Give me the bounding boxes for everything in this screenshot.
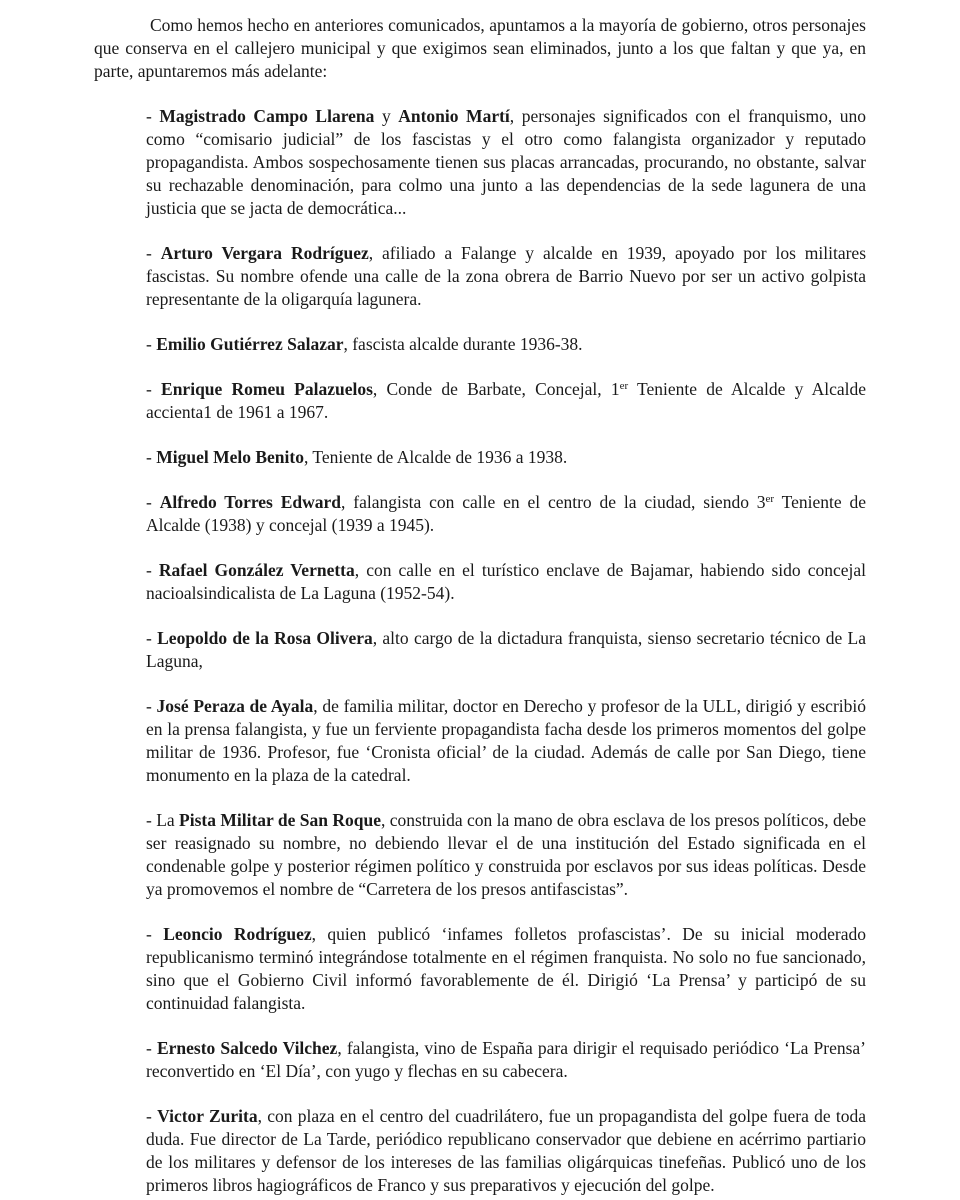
entry-ordinal: er [765, 493, 775, 505]
entry-peraza [146, 695, 866, 787]
entry-text: , alto cargo de la dictadura franquista, sienso secretario técnico de La Laguna, [146, 628, 866, 671]
entry-gutierrez [146, 333, 866, 356]
entry-text: , Conde de Barbate, Concejal, 1 [372, 379, 620, 399]
entry-romeu [146, 378, 866, 424]
entry-text: , quien publicó ‘infames folletos profascistas’. De su inicial moderado republicanismo terminó integrándose totalmente en el régimen franquista. No solo no fue sancionado, sino que el Gobierno Civil informó favorablemente de él. Dirigió ‘La Prensa’ y participó de su continuidad falangista. [146, 924, 867, 1013]
entry-dash: - [146, 447, 157, 467]
entry-dash: - [146, 1106, 158, 1126]
entry-list [94, 105, 866, 1197]
entry-salcedo [146, 1037, 866, 1083]
entry-name: Magistrado Campo Llarena [159, 106, 375, 126]
entry-dash: - [146, 106, 160, 126]
entry-name: Ernesto Salcedo Vilchez [156, 1038, 338, 1058]
entry-name: Rafael González Vernetta [158, 560, 355, 580]
intro-paragraph: Como hemos hecho en anteriores comunicados, apuntamos a la mayoría de gobierno, otros personajes que conserva en el callejero municipal y que exigimos sean eliminados, junto a los que faltan y que ya, en parte, apuntaremos más adelante: [94, 15, 866, 81]
entry-dash: - [146, 1038, 157, 1058]
entry-name: Victor Zurita [157, 1106, 258, 1126]
entry-text: , falangista con calle en el centro de la ciudad, siendo 3 [341, 492, 766, 512]
entry-dash: - [146, 560, 159, 580]
entry-leoncio [146, 923, 866, 1015]
entry-dash: - [146, 243, 161, 263]
entry-text-cont: Teniente de Alcalde (1938) y concejal (1939 a 1945). [146, 492, 866, 535]
entry-text: , afiliado a Falange y alcalde en 1939, apoyado por los militares fascistas. Su nombre ofende una calle de la zona obrera de Barrio Nuevo por ser un activo golpista representante de la oligarquía lagunera. [146, 243, 867, 309]
entry-name: Enrique Romeu Palazuelos [161, 379, 373, 399]
entry-dash: - La [146, 810, 180, 830]
entry-text: , fascista alcalde durante 1936-38. [343, 334, 583, 354]
entry-name: José Peraza de Ayala [156, 696, 314, 716]
entry-join: y [374, 106, 399, 126]
entry-text-cont: Teniente de Alcalde y Alcalde accienta1 de 1961 a 1967. [146, 379, 866, 422]
entry-dash: - [146, 379, 162, 399]
entry-text: , construida con la mano de obra esclava de los presos políticos, debe ser reasignado su nombre, no debiendo llevar el de una institución del Estado significada en el condenable golpe y posterior régimen político y construida por esclavos por sus ideas políticas. Desde ya promovemos el nombre de “Carretera de los presos antifascistas”. [146, 810, 866, 899]
entry-melo [146, 446, 866, 469]
entry-text: , de familia militar, doctor en Derecho y profesor de la ULL, dirigió y escribió en la prensa falangista, y fue un ferviente propagandista facha desde los primeros momentos del golpe militar de 1936. Profesor, fue ‘Cronista oficial’ de la ciudad. Además de calle por San Diego, tiene monumento en la plaza de la catedral. [146, 696, 867, 785]
entry-name: Emilio Gutiérrez Salazar [156, 334, 344, 354]
entry-ordinal: er [619, 380, 629, 392]
entry-name: Pista Militar de San Roque [179, 810, 381, 830]
entry-de-la-rosa [146, 627, 866, 673]
entry-pista-militar [146, 809, 866, 901]
entry-name: Leopoldo de la Rosa Olivera [157, 628, 373, 648]
entry-name: Miguel Melo Benito [156, 447, 304, 467]
entry-name: Alfredo Torres Edward [159, 492, 342, 512]
entry-text: , personajes significados con el franquismo, uno como “comisario judicial” de los fascistas y el otro como falangista organizador y reputado propagandista. Ambos sospechosamente tienen sus placas arrancadas, procurando, no obstante, salvar su rechazable denominación, para colmo una junto a las dependencias de la sede lagunera de una justicia que se jacta de democrática... [146, 106, 867, 218]
entry-dash: - [146, 334, 157, 354]
entry-text: , Teniente de Alcalde de 1936 a 1938. [303, 447, 568, 467]
entry-dash: - [146, 924, 164, 944]
entry-dash: - [146, 696, 157, 716]
entry-name-second: Antonio Martí [398, 106, 510, 126]
entry-zurita [146, 1105, 866, 1197]
entry-torres [146, 491, 866, 537]
entry-name: Leoncio Rodríguez [163, 924, 312, 944]
entry-campo-llarena [146, 105, 866, 220]
entry-vergara [146, 242, 866, 311]
entry-gonzalez-vernetta [146, 559, 866, 605]
entry-text: , con calle en el turístico enclave de Bajamar, habiendo sido concejal nacioalsindicalista de La Laguna (1952-54). [146, 560, 867, 603]
entry-dash: - [146, 628, 158, 648]
entry-name: Arturo Vergara Rodríguez [160, 243, 369, 263]
entry-text: , con plaza en el centro del cuadrilátero, fue un propagandista del golpe fuera de toda duda. Fue director de La Tarde, periódico republicano conservador que debiene en acérrimo partiario de los militares y defensor de los intereses de las familias oligárquicas tinefeñas. Publicó uno de los primeros libros hagiográficos de Franco y sus preparativos y ejecución del golpe. [146, 1106, 866, 1195]
entry-text: , falangista, vino de España para dirigir el requisado periódico ‘La Prensa’ reconvertido en ‘El Día’, con yugo y flechas en su cabecera. [146, 1038, 867, 1081]
entry-dash: - [146, 492, 160, 512]
